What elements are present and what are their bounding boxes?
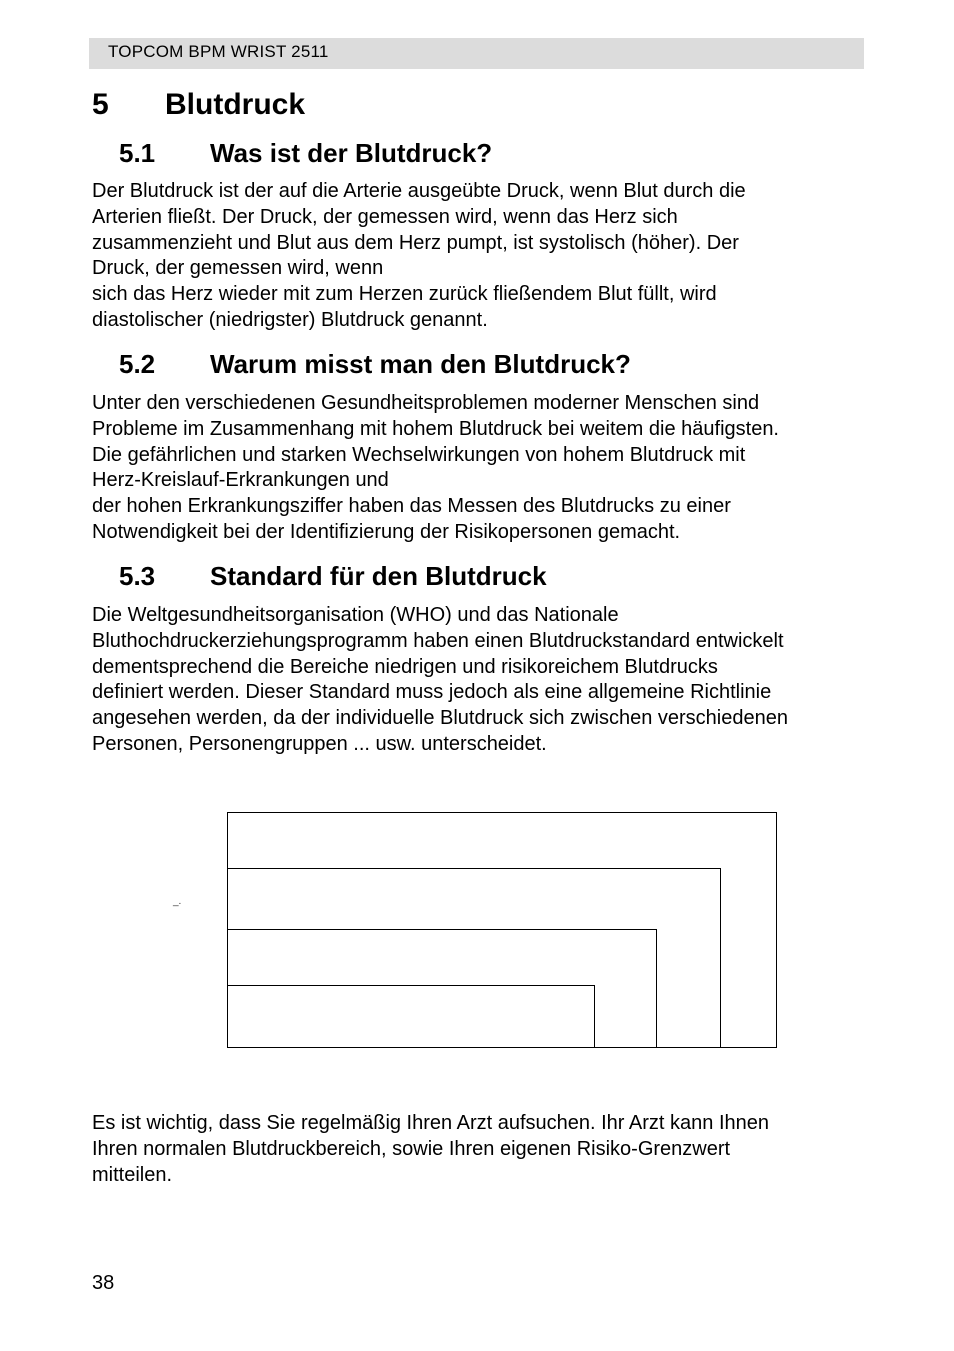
- closing-paragraph: [92, 1111, 872, 1188]
- section-title: Was ist der Blutdruck?: [210, 138, 493, 168]
- text-line: der hohen Erkrankungsziffer haben das Messen des Blutdrucks zu einer: [92, 495, 731, 518]
- section-heading-5-3: [119, 561, 547, 592]
- chapter-title: Blutdruck: [165, 88, 306, 121]
- text-line: Druck, der gemessen wird, wenn: [92, 257, 384, 280]
- page-number: 38: [92, 1272, 115, 1294]
- text-line: mitteilen.: [92, 1163, 173, 1186]
- chapter-heading: [92, 88, 305, 122]
- text-line: Arterien fließt. Der Druck, der gemessen wird, wenn das Herz sich: [92, 205, 678, 228]
- text-line: diastolischer (niedrigster) Blutdruck genannt.: [92, 308, 488, 331]
- text-line: Herz-Kreislauf-Erkrankungen und: [92, 469, 389, 492]
- text-line: Notwendigkeit bei der Identifizierung der Risikopersonen gemacht.: [92, 520, 681, 543]
- text-line: angesehen werden, da der individuelle Blutdruck sich zwischen verschiedenen: [92, 707, 788, 730]
- section-5-2-paragraph: [92, 391, 872, 546]
- section-5-1-paragraph: [92, 179, 872, 334]
- section-number: 5.2: [119, 349, 156, 379]
- text-line: Der Blutdruck ist der auf die Arterie ausgeübte Druck, wenn Blut durch die: [92, 180, 746, 202]
- blood-pressure-diagram: [227, 812, 777, 1048]
- text-line: zusammenzieht und Blut aus dem Herz pumpt, ist systolisch (höher). Der: [92, 231, 739, 254]
- text-line: Es ist wichtig, dass Sie regelmäßig Ihren Arzt aufsuchen. Ihr Arzt kann Ihnen: [92, 1112, 770, 1134]
- section-heading-5-1: [119, 138, 492, 169]
- text-line: Die Weltgesundheitsorganisation (WHO) und das Nationale: [92, 604, 619, 626]
- diagram-box-level-4: [227, 985, 595, 1048]
- text-line: Personen, Personengruppen ... usw. unterscheidet.: [92, 732, 547, 755]
- section-number: 5.1: [119, 138, 156, 168]
- text-line: Bluthochdruckerziehungsprogramm haben einen Blutdruckstandard entwickelt: [92, 629, 784, 652]
- section-title: Warum misst man den Blutdruck?: [210, 349, 631, 379]
- text-line: dementsprechend die Bereiche niedrigen und risikoreichem Blutdrucks: [92, 655, 718, 678]
- section-title: Standard für den Blutdruck: [210, 561, 547, 591]
- text-line: Die gefährlichen und starken Wechselwirkungen von hohem Blutdruck mit: [92, 443, 746, 466]
- section-5-3-paragraph: [92, 603, 872, 758]
- axis-tick-mark: _.: [173, 896, 182, 907]
- header-title: TOPCOM BPM WRIST 2511: [108, 42, 329, 61]
- text-line: sich das Herz wieder mit zum Herzen zurück fließendem Blut füllt, wird: [92, 283, 717, 306]
- section-heading-5-2: [119, 349, 631, 380]
- text-line: Unter den verschiedenen Gesundheitsproblemen moderner Menschen sind: [92, 392, 760, 414]
- text-line: Probleme im Zusammenhang mit hohem Blutdruck bei weitem die häufigsten.: [92, 417, 779, 440]
- text-line: Ihren normalen Blutdruckbereich, sowie Ihren eigenen Risiko-Grenzwert: [92, 1137, 731, 1160]
- text-line: definiert werden. Dieser Standard muss jedoch als eine allgemeine Richtlinie: [92, 681, 772, 704]
- section-number: 5.3: [119, 561, 156, 591]
- chapter-number: 5: [92, 88, 109, 121]
- running-header: [89, 38, 864, 69]
